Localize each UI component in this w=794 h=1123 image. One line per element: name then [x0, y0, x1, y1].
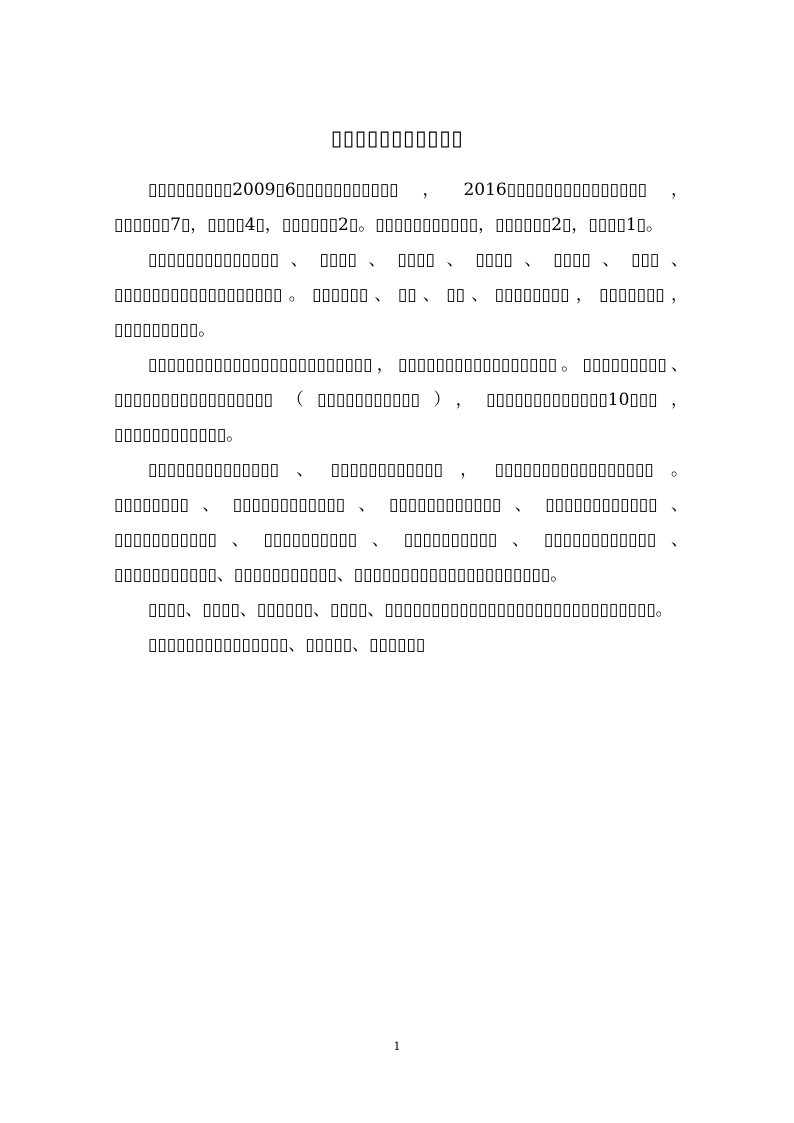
paragraph-firm-overview: ▯▯▯▯▯▯▯▯▯2009▯6▯▯▯▯▯▯▯▯▯▯▯，2016▯▯▯▯▯▯▯▯▯▯▯▯▯▯▯，▯▯▯▯▯▯7▯，▯▯▯▯4▯，▯▯▯▯▯▯2▯。▯▯▯▯▯▯▯▯▯▯▯，▯▯▯▯▯▯2▯，▯▯▯▯1▯。 — [114, 180, 688, 235]
document-title: ▯▯▯▯▯▯▯▯▯▯▯ — [330, 126, 464, 150]
paragraph-practice-areas: ▯▯▯▯▯▯▯▯▯▯▯▯▯▯、▯▯▯▯、▯▯▯▯、▯▯▯▯、▯▯▯▯、▯▯▯、▯▯▯▯▯▯▯▯▯▯▯▯▯▯▯▯▯▯。▯▯▯▯▯▯、▯▯、▯▯、▯▯▯▯▯▯▯▯，▯▯▯▯▯▯▯，▯▯▯▯▯▯▯▯▯。 — [114, 250, 688, 340]
document-body — [114, 173, 688, 663]
paragraph-firm-mission: ▯▯▯▯、▯▯▯▯、▯▯▯▯▯▯、▯▯▯▯、▯▯▯▯▯▯▯▯▯▯▯▯▯▯▯▯▯▯▯▯▯▯▯▯▯▯▯▯▯。 — [148, 600, 673, 620]
paragraph-departments: ▯▯▯▯▯▯▯▯▯▯▯▯▯▯▯、▯▯▯▯▯、▯▯▯▯▯▯ — [148, 635, 426, 655]
paragraph-legal-advisor-clients: ▯▯▯▯▯▯▯▯▯▯▯▯▯▯、▯▯▯▯▯▯▯▯▯▯▯▯，▯▯▯▯▯▯▯▯▯▯▯▯▯▯▯▯▯。▯▯▯▯▯▯▯▯、▯▯▯▯▯▯▯▯▯▯▯▯、▯▯▯▯▯▯▯▯▯▯▯▯、▯▯▯▯▯▯▯▯▯▯▯▯、▯▯▯▯▯▯▯▯▯▯▯、▯▯▯▯▯▯▯▯▯▯、▯▯▯▯▯▯▯▯▯▯、▯▯▯▯▯▯▯▯▯▯▯▯、▯▯▯▯▯▯▯▯▯▯▯、▯▯▯▯▯▯▯▯▯▯▯、▯▯▯▯▯▯▯▯▯▯▯▯▯▯▯▯▯▯▯▯▯。 — [114, 460, 688, 585]
page-number: 1 — [393, 1040, 401, 1053]
paragraph-banking-services: ▯▯▯▯▯▯▯▯▯▯▯▯▯▯▯▯▯▯▯▯▯▯▯▯，▯▯▯▯▯▯▯▯▯▯▯▯▯▯▯▯▯。▯▯▯▯▯▯▯▯▯、▯▯▯▯▯▯▯▯▯▯▯▯▯▯▯▯▯（▯▯▯▯▯▯▯▯▯▯▯），▯▯▯▯▯▯▯▯▯▯▯▯▯10▯▯▯，▯▯▯▯▯▯▯▯▯▯▯▯。 — [114, 355, 688, 445]
